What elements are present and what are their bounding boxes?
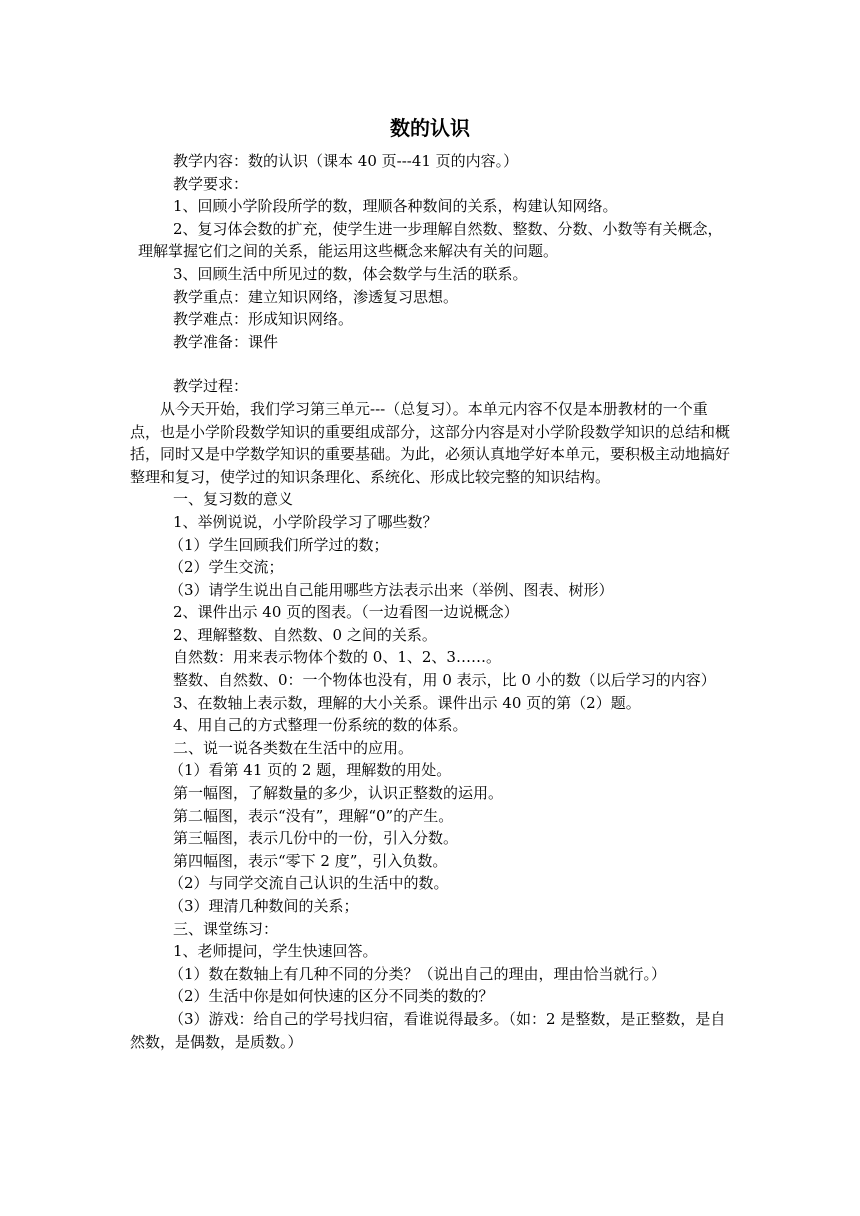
paragraph-content: 教学内容：数的认识（课本 40 页---41 页的内容。） <box>173 152 519 170</box>
document-title: 数的认识 <box>390 116 470 140</box>
list-item: 3、在数轴上表示数，理解的大小关系。课件出示 40 页的第（2）题。 <box>173 693 641 712</box>
blank-line <box>130 353 732 375</box>
section-heading-3: 三、课堂练习： <box>173 919 279 938</box>
list-item: 整数、自然数、0：一个物体也没有，用 0 表示，比 0 小的数（以后学习的内容） <box>173 671 716 690</box>
list-item: 2、理解整数、自然数、0 之间的关系。 <box>173 625 437 644</box>
list-item: （2）生活中你是如何快速的区分不同类的数的？ <box>169 987 494 1006</box>
list-item: （1）看第 41 页的 2 题，理解数的用处。 <box>169 761 452 780</box>
paragraph-key-point: 教学重点：建立知识网络，渗透复习思想。 <box>173 287 459 306</box>
paragraph-preparation: 教学准备：课件 <box>173 332 279 351</box>
list-item: 自然数：用来表示物体个数的 0、1、2、3……。 <box>173 648 501 667</box>
list-item: 第四幅图，表示“零下 2 度”，引入负数。 <box>173 851 448 870</box>
paragraph-difficulty: 教学难点：形成知识网络。 <box>173 310 354 329</box>
paragraph-requirement-1: 1、回顾小学阶段所学的数，理顺各种数间的关系，构建认知网络。 <box>173 197 618 216</box>
document-body <box>130 150 732 1053</box>
list-item: 第三幅图，表示几份中的一份，引入分数。 <box>173 829 459 848</box>
section-heading-2: 二、说一说各类数在生活中的应用。 <box>173 738 414 757</box>
list-item: 2、课件出示 40 页的图表。（一边看图一边说概念） <box>173 603 519 622</box>
section-heading-1: 一、复习数的意义 <box>173 490 294 509</box>
paragraph-introduction: 从今天开始，我们学习第三单元---（总复习）。本单元内容不仅是本册教材的一个重点，也是小学阶段数学知识的重要组成部分，这部分内容是对小学阶段数学知识的总结和概括，同时又是中学数学知识的重要基础。为此，必须认真地学好本单元，要积极主动地搞好整理和复习，使学过的知识条理化、系统化、形成比较完整的知识结构。 <box>130 399 731 486</box>
paragraph-requirements-heading: 教学要求： <box>173 174 249 193</box>
list-item: 第二幅图，表示“没有”，理解“0”的产生。 <box>173 806 454 825</box>
list-item: 4、用自己的方式整理一份系统的数的体系。 <box>173 716 468 735</box>
list-item: （2）学生交流； <box>169 558 284 577</box>
list-item: 第一幅图，了解数量的多少，认识正整数的运用。 <box>173 784 504 803</box>
list-item: 1、老师提问，学生快速回答。 <box>173 942 378 961</box>
list-item: （1）数在数轴上有几种不同的分类？（说出自己的理由，理由恰当就行。） <box>169 964 667 983</box>
list-item: （3）理清几种数间的关系； <box>169 897 359 915</box>
list-item: 1、举例说说，小学阶段学习了哪些数？ <box>173 512 438 531</box>
paragraph-requirement-2: 2、复习体会数的扩充，使学生进一步理解自然数、整数、分数、小数等有关概念，理解掌握它们之间的关系，能运用这些概念来解决有关的问题。 <box>138 219 723 261</box>
paragraph-requirement-3: 3、回顾生活中所见过的数，体会数学与生活的联系。 <box>173 264 528 283</box>
list-item: （1）学生回顾我们所学过的数； <box>169 535 389 554</box>
list-item: （3）游戏：给自己的学号找归宿，看谁说得最多。（如：2 是整数，是正整数，是自然数，是偶数，是质数。） <box>130 1009 726 1051</box>
list-item: （3）请学生说出自己能用哪些方法表示出来（举例、图表、树形） <box>169 580 614 599</box>
list-item: （2）与同学交流自己认识的生活中的数。 <box>169 874 449 893</box>
paragraph-process-heading: 教学过程： <box>173 377 249 396</box>
